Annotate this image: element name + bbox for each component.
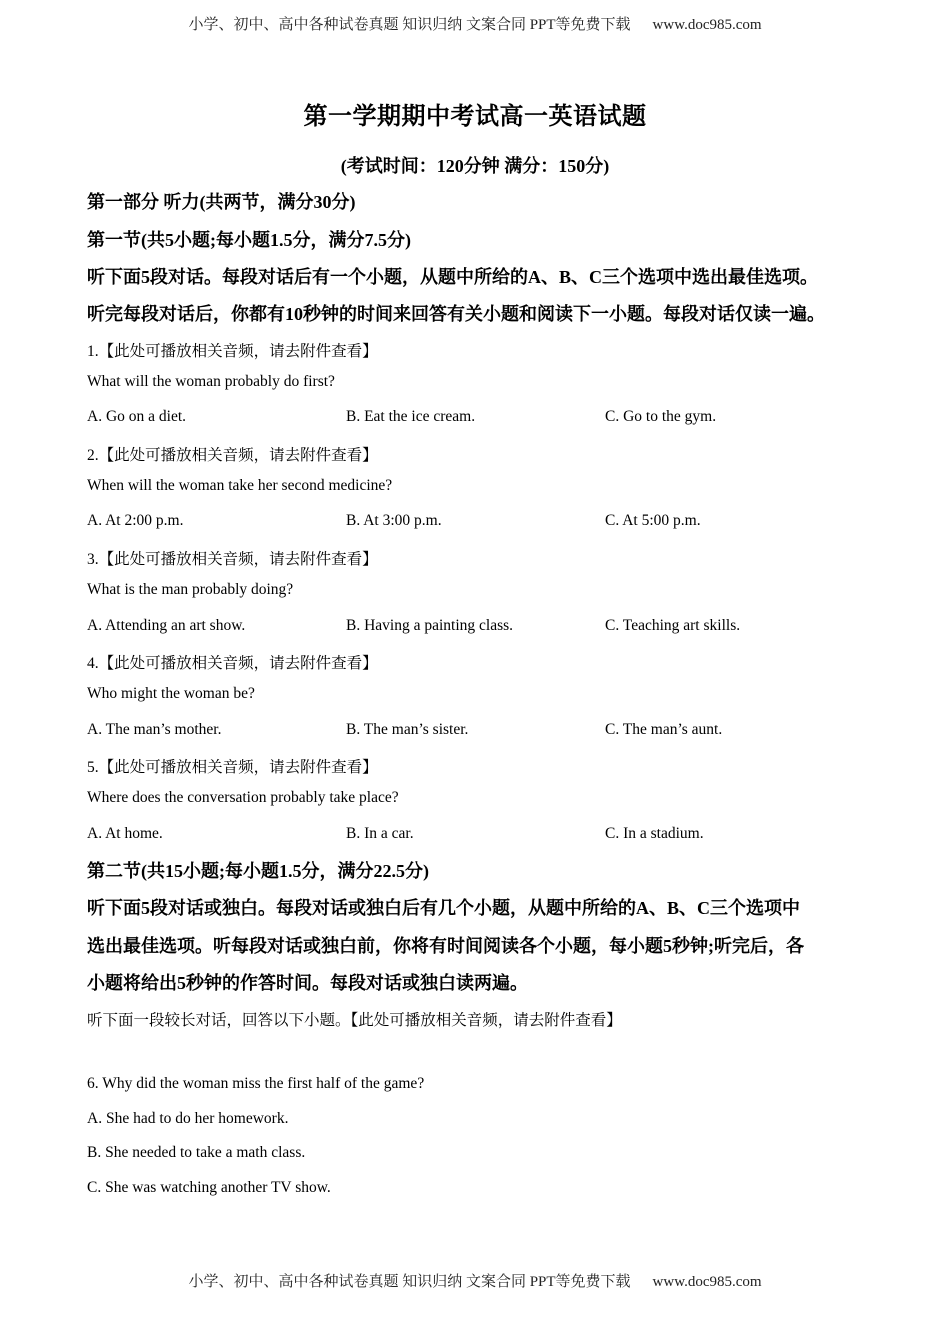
header-text: 小学、初中、高中各种试卷真题 知识归纳 文案合同 PPT等免费下载 — [188, 17, 631, 33]
option-a: A. At 2:00 p.m. — [87, 512, 184, 529]
option-c: C. The man’s aunt. — [605, 721, 723, 738]
footer-site-link[interactable]: www.doc985.com — [652, 1274, 762, 1290]
option-b: B. She needed to take a math class. — [87, 1144, 306, 1161]
option-c: C. Teaching art skills. — [605, 617, 741, 634]
question-3: What is the man probably doing? — [87, 581, 294, 598]
option-b: B. In a car. — [346, 825, 414, 842]
section2-instruction: 选出最佳选项。听每段对话或独白前，你将有时间阅读各个小题，每小题5秒钟;听完后，各 — [87, 936, 804, 956]
audio-placeholder-3[interactable]: 3.【此处可播放相关音频，请去附件查看】 — [87, 551, 378, 568]
section2-instruction: 听下面5段对话或独白。每段对话或独白后有几个小题，从题中所给的A、B、C三个选项中 — [87, 898, 800, 918]
option-c: C. At 5:00 p.m. — [605, 512, 701, 529]
audio-placeholder-5[interactable]: 5.【此处可播放相关音频，请去附件查看】 — [87, 759, 378, 776]
audio-placeholder-2[interactable]: 2.【此处可播放相关音频，请去附件查看】 — [87, 447, 378, 464]
long-dialog-audio[interactable]: 听下面一段较长对话，回答以下小题。【此处可播放相关音频，请去附件查看】 — [87, 1012, 622, 1029]
header-site-link[interactable]: www.doc985.com — [652, 17, 762, 33]
audio-placeholder-4[interactable]: 4.【此处可播放相关音频，请去附件查看】 — [87, 655, 378, 672]
exam-info: (考试时间：120分钟 满分：150分) — [340, 156, 610, 176]
question-2: When will the woman take her second medicine? — [87, 477, 393, 494]
section2-heading: 第二节(共15小题;每小题1.5分，满分22.5分) — [87, 861, 429, 881]
page-footer — [0, 1270, 950, 1291]
section2-instruction: 小题将给出5秒钟的作答时间。每段对话或独白读两遍。 — [87, 973, 528, 993]
section1-heading: 第一节(共5小题;每小题1.5分，满分7.5分) — [87, 230, 411, 250]
option-a: A. Go on a diet. — [87, 408, 187, 425]
option-c: C. In a stadium. — [605, 825, 704, 842]
option-c: C. She was watching another TV show. — [87, 1179, 331, 1196]
option-a: A. The man’s mother. — [87, 721, 222, 738]
footer-text: 小学、初中、高中各种试卷真题 知识归纳 文案合同 PPT等免费下载 — [188, 1274, 631, 1290]
question-4: Who might the woman be? — [87, 685, 255, 702]
option-b: B. Having a painting class. — [346, 617, 514, 634]
option-c: C. Go to the gym. — [605, 408, 717, 425]
option-a: A. At home. — [87, 825, 163, 842]
question-1: What will the woman probably do first? — [87, 373, 335, 390]
option-a: A. Attending an art show. — [87, 617, 246, 634]
option-b: B. The man’s sister. — [346, 721, 469, 738]
question-6: 6. Why did the woman miss the first half of the game? — [87, 1075, 425, 1092]
audio-placeholder-1[interactable]: 1.【此处可播放相关音频，请去附件查看】 — [87, 343, 378, 360]
page-header — [0, 13, 950, 34]
option-a: A. She had to do her homework. — [87, 1110, 289, 1127]
question-5: Where does the conversation probably take place? — [87, 789, 399, 806]
part1-heading: 第一部分 听力(共两节，满分30分) — [87, 192, 356, 212]
page-title: 第一学期期中考试高一英语试题 — [303, 104, 647, 130]
section1-instruction: 听完每段对话后，你都有10秒钟的时间来回答有关小题和阅读下一小题。每段对话仅读一遍。 — [87, 304, 825, 324]
option-b: B. Eat the ice cream. — [346, 408, 476, 425]
option-b: B. At 3:00 p.m. — [346, 512, 442, 529]
section1-instruction: 听下面5段对话。每段对话后有一个小题，从题中所给的A、B、C三个选项中选出最佳选项。 — [87, 267, 818, 287]
